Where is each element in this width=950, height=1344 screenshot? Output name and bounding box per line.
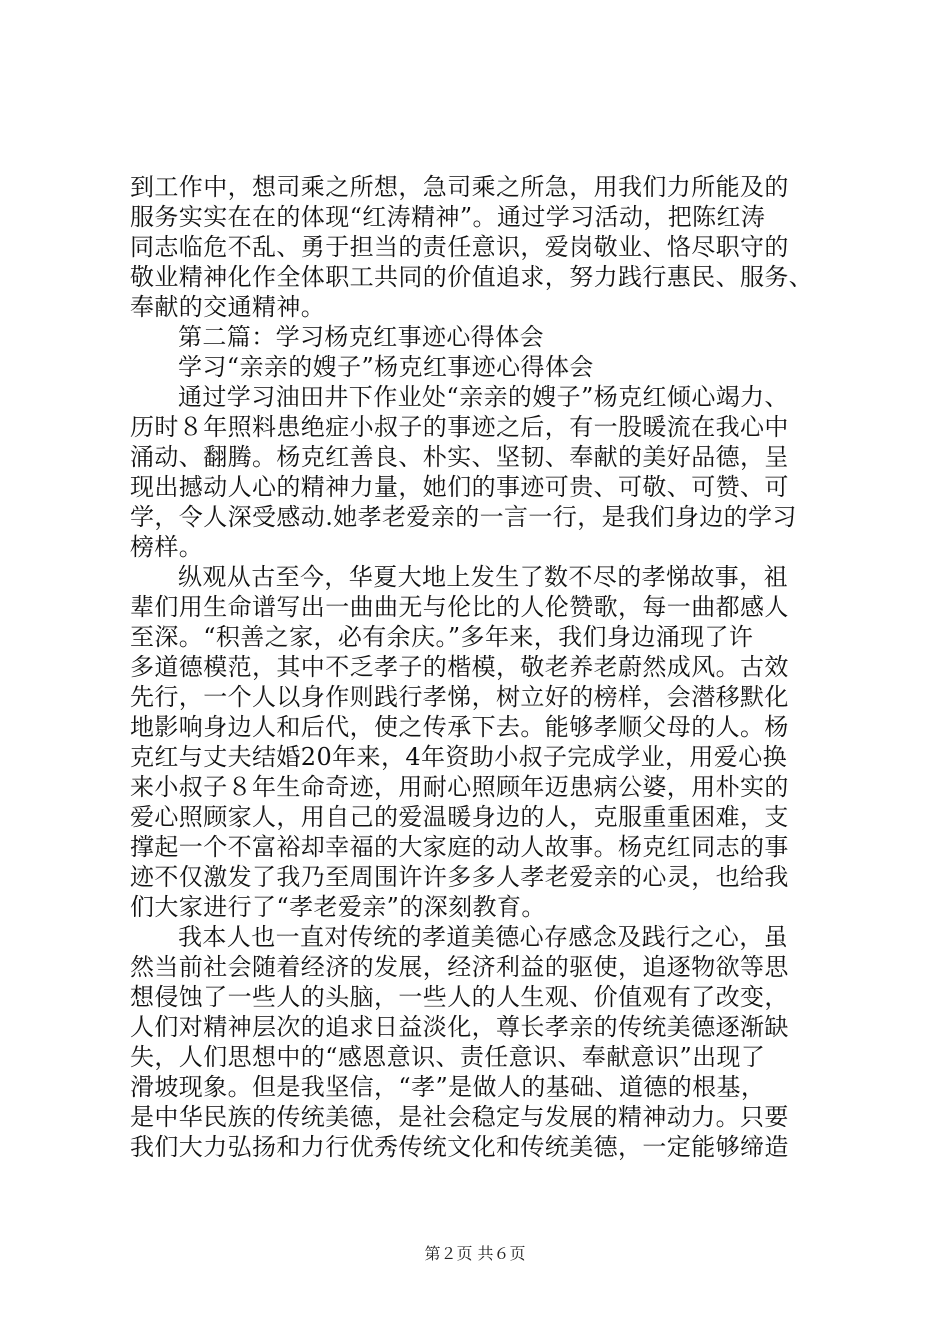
text-line: 爱心照顾家人，用自己的爱温暖身边的人，克服重重困难，支	[130, 803, 789, 831]
text-line: 想侵蚀了一些人的头脑，一些人的人生观、价值观有了改变，	[130, 983, 789, 1011]
article-title: 学习“亲亲的嫂子”杨克红事迹心得体会	[178, 353, 594, 381]
text-line: 克红与丈夫结婚20年来，4年资助小叔子完成学业，用爱心换	[130, 743, 788, 771]
text-line: 涌动、翻腾。杨克红善良、朴实、坚韧、奉献的美好品德，呈	[130, 443, 789, 471]
text-line: 服务实实在在的体现“红涛精神”。通过学习活动，把陈红涛	[130, 203, 766, 231]
text-line: 历时８年照料患绝症小叔子的事迹之后，有一股暖流在我心中	[130, 413, 789, 441]
text-line: 至深。“积善之家，必有余庆。”多年来，我们身边涌现了许	[130, 623, 754, 651]
text-line: 同志临危不乱、勇于担当的责任意识，爱岗敬业、恪尽职守的	[130, 233, 789, 261]
text-line: 敬业精神化作全体职工共同的价值追求，努力践行惠民、服务、	[130, 263, 814, 291]
text-line: 到工作中，想司乘之所想，急司乘之所急，用我们力所能及的	[130, 173, 789, 201]
text-line: 通过学习油田井下作业处“亲亲的嫂子”杨克红倾心竭力、	[178, 383, 789, 411]
section-heading: 第二篇：学习杨克红事迹心得体会	[178, 323, 544, 351]
text-line: 然当前社会随着经济的发展，经济利益的驱使，追逐物欲等思	[130, 953, 789, 981]
text-line: 纵观从古至今，华夏大地上发生了数不尽的孝悌故事，祖	[178, 563, 788, 591]
text-line: 迹不仅激发了我乃至周围许许多多人孝老爱亲的心灵，也给我	[130, 863, 789, 891]
text-line: 奉献的交通精神。	[130, 293, 326, 321]
text-line: 滑坡现象。但是我坚信，“孝”是做人的基础、道德的根基，	[130, 1073, 766, 1101]
text-line: 们大家进行了“孝老爱亲”的深刻教育。	[130, 893, 546, 921]
text-line: 多道德模范，其中不乏孝子的楷模，敬老养老蔚然成风。古效	[130, 653, 789, 681]
text-line: 辈们用生命谱写出一曲曲无与伦比的人伦赞歌，每一曲都感人	[130, 593, 789, 621]
text-line: 先行，一个人以身作则践行孝悌，树立好的榜样，会潜移默化	[130, 683, 789, 711]
text-line: 现出撼动人心的精神力量，她们的事迹可贵、可敬、可赞、可	[130, 473, 789, 501]
text-line: 来小叔子８年生命奇迹，用耐心照顾年迈患病公婆，用朴实的	[130, 773, 789, 801]
text-line: 学，令人深受感动.她孝老爱亲的一言一行，是我们身边的学习	[130, 503, 797, 531]
document-body	[130, 172, 835, 1162]
text-line: 地影响身边人和后代，使之传承下去。能够孝顺父母的人。杨	[130, 713, 789, 741]
text-line: 我们大力弘扬和力行优秀传统文化和传统美德，一定能够缔造	[130, 1133, 789, 1161]
text-line: 我本人也一直对传统的孝道美德心存感念及践行之心，虽	[178, 923, 788, 951]
text-line: 是中华民族的传统美德，是社会稳定与发展的精神动力。只要	[130, 1103, 789, 1131]
text-line: 失，人们思想中的“感恩意识、责任意识、奉献意识”出现了	[130, 1043, 766, 1071]
text-line: 撑起一个不富裕却幸福的大家庭的动人故事。杨克红同志的事	[130, 833, 789, 861]
text-line: 人们对精神层次的追求日益淡化，尊长孝亲的传统美德逐渐缺	[130, 1013, 789, 1041]
text-line: 榜样。	[130, 533, 204, 561]
page-number-footer: 第２页 共６页	[424, 1244, 526, 1263]
